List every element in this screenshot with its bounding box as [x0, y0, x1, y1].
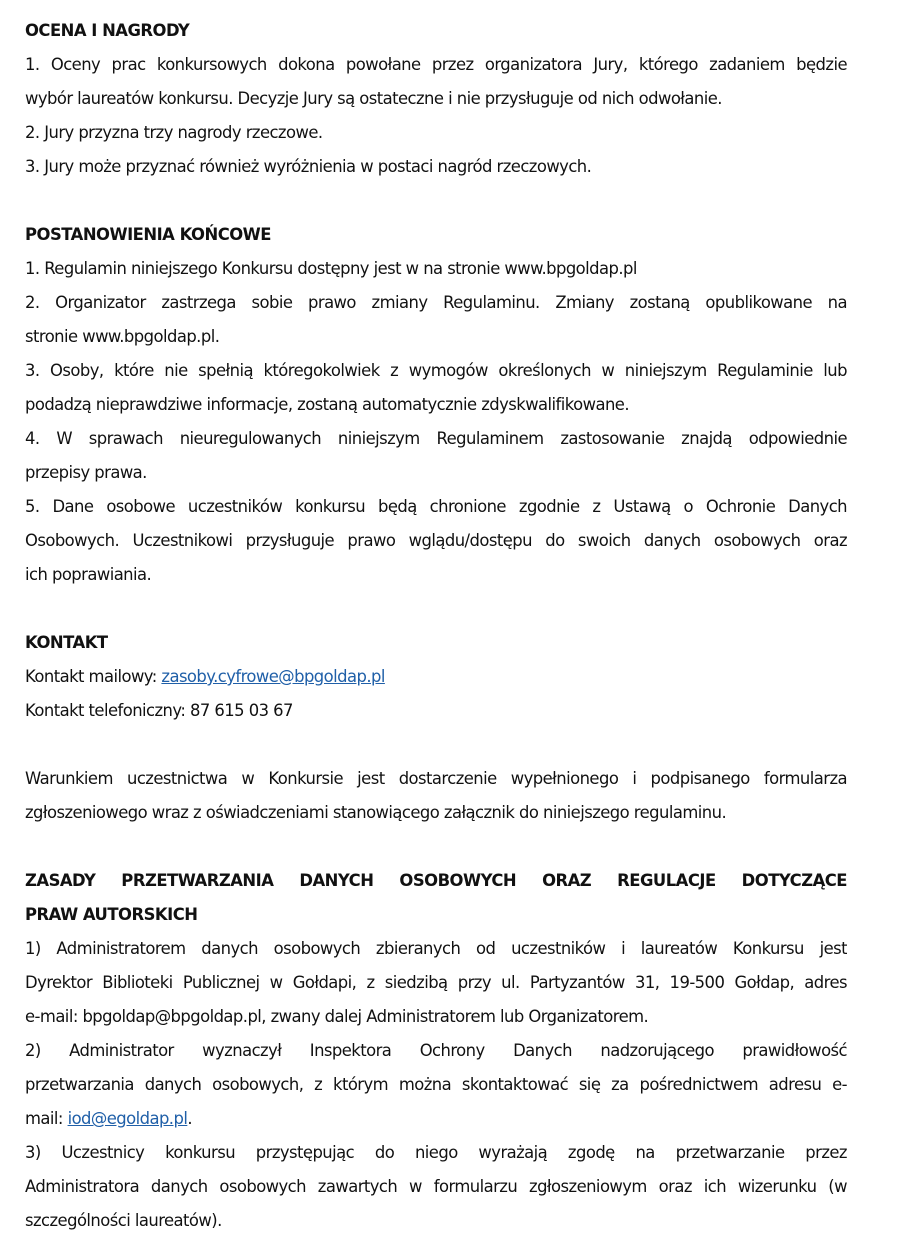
paragraph-line: zgłoszeniowego wraz z oświadczeniami stanowiącego załącznik do niniejszego regulaminu.: [25, 803, 727, 822]
spacer: [25, 728, 847, 762]
section-heading-ocena: OCENA I NAGRODY: [25, 21, 190, 40]
contact-phone-line: [25, 694, 847, 728]
iod-mail-prefix: mail:: [25, 1109, 68, 1128]
paragraph-line: Administratora danych osobowych zawartych w formularzu zgłoszeniowym oraz ich wizerunku (w: [25, 1177, 847, 1196]
paragraph-line: przetwarzania danych osobowych, z którym można skontaktować się za pośrednictwem adresu e-: [25, 1075, 847, 1094]
paragraph-line: e-mail: bpgoldap@bpgoldap.pl, zwany dalej Administratorem lub Organizatorem.: [25, 1007, 649, 1026]
paragraph-line: 2. Jury przyzna trzy nagrody rzeczowe.: [25, 123, 323, 142]
paragraph-line: 5. Dane osobowe uczestników konkursu będą chronione zgodnie z Ustawą o Ochronie Danych: [25, 497, 847, 516]
paragraph-line: 1. Oceny prac konkursowych dokona powołane przez organizatora Jury, którego zadaniem będzie: [25, 55, 847, 74]
paragraph-line: Warunkiem uczestnictwa w Konkursie jest dostarczenie wypełnionego i podpisanego formularza: [25, 769, 847, 788]
contact-phone-value: 87 615 03 67: [189, 701, 293, 720]
paragraph-line: 3. Osoby, które nie spełnią któregokolwiek z wymogów określonych w niniejszym Regulaminie lub: [25, 361, 847, 380]
paragraph-line: 3) Uczestnicy konkursu przystępując do niego wyrażają zgodę na przetwarzanie przez: [25, 1143, 847, 1162]
paragraph-line: 4. W sprawach nieuregulowanych niniejszym Regulaminem zastosowanie znajdą odpowiednie: [25, 429, 847, 448]
section-heading-zasady-cont: PRAW AUTORSKICH: [25, 905, 198, 924]
iod-mail-link[interactable]: iod@egoldap.pl: [67, 1109, 188, 1128]
paragraph-line: 2. Organizator zastrzega sobie prawo zmiany Regulaminu. Zmiany zostaną opublikowane na: [25, 293, 847, 312]
spacer: [25, 592, 847, 626]
paragraph-line: podadzą nieprawdziwe informacje, zostaną automatycznie zdyskwalifikowane.: [25, 395, 629, 414]
spacer: [25, 184, 847, 218]
iod-mail-line: [25, 1102, 847, 1136]
paragraph-line: 1) Administratorem danych osobowych zbieranych od uczestników i laureatów Konkursu jest: [25, 939, 847, 958]
paragraph-line: 3. Jury może przyznać również wyróżnienia w postaci nagród rzeczowych.: [25, 157, 592, 176]
paragraph-line: 1. Regulamin niniejszego Konkursu dostępny jest w na stronie www.bpgoldap.pl: [25, 259, 637, 278]
iod-mail-suffix: .: [187, 1109, 193, 1128]
spacer: [25, 830, 847, 864]
paragraph-line: Dyrektor Biblioteki Publicznej w Gołdapi, z siedzibą przy ul. Partyzantów 31, 19-500 Gołdap, adres: [25, 973, 847, 992]
section-heading-postanowienia: POSTANOWIENIA KOŃCOWE: [25, 225, 271, 244]
paragraph-line: Osobowych. Uczestnikowi przysługuje prawo wglądu/dostępu do swoich danych osobowych oraz: [25, 531, 847, 550]
contact-mail-line: [25, 660, 847, 694]
paragraph-line: stronie www.bpgoldap.pl.: [25, 327, 220, 346]
contact-phone-label: Kontakt telefoniczny:: [25, 701, 190, 720]
paragraph-line: 2) Administrator wyznaczył Inspektora Ochrony Danych nadzorującego prawidłowość: [25, 1041, 847, 1060]
paragraph-line: ich poprawiania.: [25, 565, 152, 584]
paragraph-line: wybór laureatów konkursu. Decyzje Jury są ostateczne i nie przysługuje od nich odwołanie.: [25, 89, 722, 108]
contact-mail-link[interactable]: zasoby.cyfrowe@bpgoldap.pl: [161, 667, 385, 686]
contact-mail-label: Kontakt mailowy:: [25, 667, 162, 686]
paragraph-line: przepisy prawa.: [25, 463, 147, 482]
section-heading-zasady: ZASADY PRZETWARZANIA DANYCH OSOBOWYCH ORAZ REGULACJE DOTYCZĄCE: [25, 871, 847, 890]
paragraph-line: szczególności laureatów).: [25, 1211, 222, 1230]
section-heading-kontakt: KONTAKT: [25, 633, 108, 652]
document-page: [25, 14, 847, 1238]
